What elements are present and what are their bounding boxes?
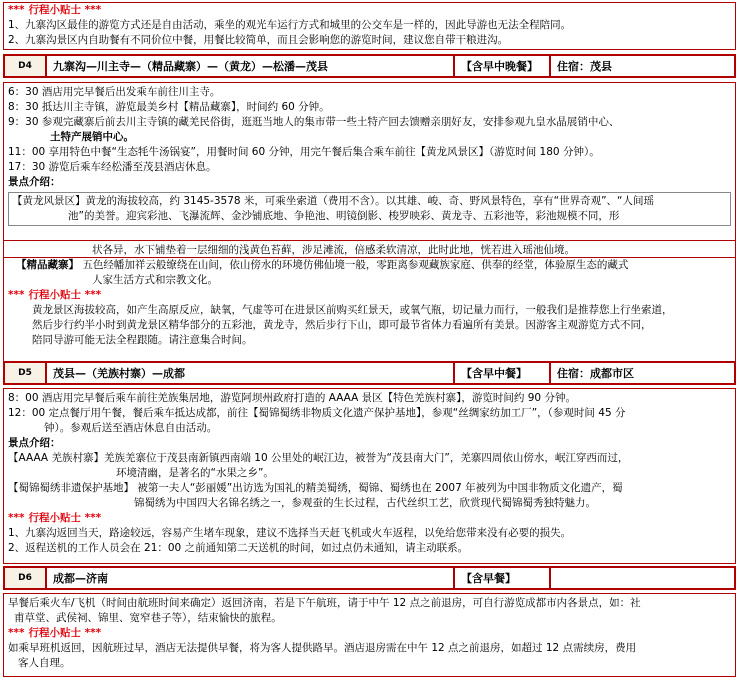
intro-line: 【黄龙风景区】黄龙的海拔较高，约 3145-3578 米，可乘坐索道（费用不含）。以其雄、峻、奇、野风景特色，享有“世界奇观”、“人间瑶 <box>12 195 654 207</box>
schedule-line: 土特产展销中心。 <box>50 131 134 143</box>
day-label: D5 <box>5 363 47 383</box>
meal-info: 【含早中餐】 <box>455 363 551 383</box>
tip-line: 2、九寨沟景区内自助餐有不同价位中餐，用餐比较简单，而且会影响您的游览时间，建议您自带干粮进沟。 <box>8 34 509 46</box>
tip-line: 2、返程送机的工作人员会在 21：00 之前通知第二天送机的时间，如过点仍未通知，请主动联系。 <box>8 542 469 554</box>
tips-title: 行程小贴士 <box>28 512 81 524</box>
route-title: 九寨沟—川主寺—（精品藏寨）—（黄龙）—松潘—茂县 <box>47 56 455 76</box>
meal-info: 【含早餐】 <box>455 568 551 588</box>
tips-heading <box>4 511 735 526</box>
intro-line: 锦蜀绣为中国四大名锦名绣之一，参观蚕的生长过程，古代丝织工艺，欣赏现代蜀锦蜀秀独特魅力。 <box>134 497 596 509</box>
day-label: D6 <box>5 568 47 588</box>
intro-line: 【蜀锦蜀绣非遗保护基地】 被第一夫人“彭丽媛”出访选为国礼的精美蜀绣，蜀锦、蜀绣也在 2007 年被列为中国非物质文化遗产，蜀 <box>8 482 623 494</box>
schedule-line: 6：30 酒店用完早餐后出发乘车前往川主寺。 <box>8 86 221 98</box>
tips-box-day3 <box>3 2 736 50</box>
tibet-label: 【精品藏寨】 <box>16 259 79 271</box>
tibet-text: 五色经幡加祥云般缭绕在山间，依山傍水的环境仿佛仙境一般，零距离参观藏族家庭、供奉的经堂，体验原生态的藏式 <box>82 259 629 271</box>
intro-line: 状各异，水下铺垫着一层细细的浅黄色苔藓，涉足滩流，倍感柔软清凉，此时此地，恍若进入瑶池仙境。 <box>92 244 575 256</box>
star-icon: *** <box>8 289 25 301</box>
day-header-d4 <box>3 54 736 78</box>
tip-line: 客人自理。 <box>18 657 71 669</box>
intro-title: 景点介绍： <box>8 437 61 449</box>
star-icon: *** <box>84 512 102 524</box>
star-icon: *** <box>84 289 102 301</box>
tip-line: 然后步行约半小时到黄龙景区精华部分的五彩池，黄龙寺，然后步行下山，即可最节省体力看遍所有美景。因游客主观游览方式不同， <box>32 319 652 331</box>
tibet-text: 人家生活方式和宗教文化。 <box>92 274 218 286</box>
tips-heading <box>4 3 735 18</box>
intro-title: 景点介绍： <box>8 176 61 188</box>
tip-line: 陪同导游可能无法全程跟随。请注意集合时间。 <box>32 334 253 346</box>
tip-line: 黄龙景区海拔较高，如产生高原反应，缺氧，气虚等可在进景区前购买红景天，或氧气瓶，切记量力而行，一般我们是推荐您上行坐索道， <box>32 304 673 316</box>
tips-title: 行程小贴士 <box>28 627 81 639</box>
day-label: D4 <box>5 56 47 76</box>
continuation-box <box>3 240 736 362</box>
route-title: 茂县—（羌族村寨）—成都 <box>47 363 455 383</box>
day-body-d6 <box>3 593 736 677</box>
day-body-d5 <box>3 388 736 564</box>
intro-line: 【AAAA 羌族村寨】羌族羌寨位于茂县南新镇西南端 10 公里处的岷江边，被誉为“茂县南大门”，羌寨四周依山傍水，岷江穿西而过， <box>8 452 629 464</box>
schedule-line: 早餐后乘火车/飞机（时间由航班时间来确定）返回济南，若是下午航班，请于中午 12 点之前退房，可自行游览成都市内各景点，如：社 <box>8 597 641 609</box>
day-header-d5 <box>3 361 736 385</box>
intro-line: 池”的美誉。迎宾彩池、飞瀑流辉、金沙铺底地、争艳池、明镜倒影、梭罗映彩、黄龙寺、五彩池等，彩池规模不同，形 <box>68 210 620 222</box>
star-icon: *** <box>8 512 25 524</box>
tibet-desc <box>4 258 735 273</box>
tips-title: 行程小贴士 <box>28 4 81 16</box>
schedule-line: 8：30 抵达川主寺镇，游览最美乡村【精品藏寨】，时间约 60 分钟。 <box>8 101 330 113</box>
route-title: 成都—济南 <box>47 568 455 588</box>
schedule-line: 12：00 定点餐厅用午餐，餐后乘车抵达成都，前往【蜀锦蜀绣非物质文化遗产保护基地】，参观“丝绸家纺加工厂”，（参观时间 45 分 <box>8 407 626 419</box>
star-icon: *** <box>84 4 102 16</box>
schedule-line: 甫草堂、武侯祠、锦里、宽窄巷子等），结束愉快的旅程。 <box>14 612 282 624</box>
intro-box <box>8 192 731 226</box>
schedule-line: 9：30 参观完藏寨后前去川主寺镇的藏羌民俗街，逛逛当地人的集市带一些土特产回去馈赠亲朋好友，安排参观九皇水晶展销中心、 <box>8 116 620 128</box>
day-header-d6 <box>3 566 736 590</box>
star-icon: *** <box>8 627 25 639</box>
meal-info: 【含早中晚餐】 <box>455 56 551 76</box>
day-body-d4 <box>3 82 736 258</box>
tip-line: 如乘早班机返回，因航班过早，酒店无法提供早餐，将为客人提供路早。酒店退房需在中午 12 点之前退房，如超过 12 点需续房，费用 <box>8 642 637 654</box>
schedule-line: 钟）。参观后送至酒店休息自由活动。 <box>44 422 218 434</box>
star-icon: *** <box>8 4 25 16</box>
tips-title: 行程小贴士 <box>28 289 81 301</box>
schedule-line: 8：00 酒店用完早餐后乘车前往羌族集居地，游览阿坝州政府打造的 AAAA 景区【特色羌族村寨】，游览时间约 90 分钟。 <box>8 392 576 404</box>
schedule-line: 11：00 享用特色中餐“生态牦牛汤锅宴”，用餐时间 60 分钟，用完午餐后集合乘车前往【黄龙风景区】（游览时间 180 分钟）。 <box>8 146 600 158</box>
tips-heading <box>4 626 735 641</box>
tips-heading <box>4 288 735 303</box>
schedule-line: 17：30 游览后乘车经松潘至茂县酒店休息。 <box>8 161 217 173</box>
tip-line: 1、九寨沟区最佳的游览方式还是自由活动，乘坐的观光车运行方式和城里的公交车是一样的，因此导游也无法全程陪同。 <box>8 19 572 31</box>
hotel-info <box>551 568 734 588</box>
hotel-info: 住宿：成都市区 <box>557 367 634 380</box>
hotel-info: 住宿：茂县 <box>557 60 612 73</box>
intro-line: 环境清幽，是著名的“水果之乡”。 <box>116 467 274 479</box>
tip-line: 1、九寨沟返回当天，路途较远，容易产生堵车现象，建议不选择当天赶飞机或火车返程，以免给您带来没有必要的损失。 <box>8 527 572 539</box>
star-icon: *** <box>84 627 102 639</box>
